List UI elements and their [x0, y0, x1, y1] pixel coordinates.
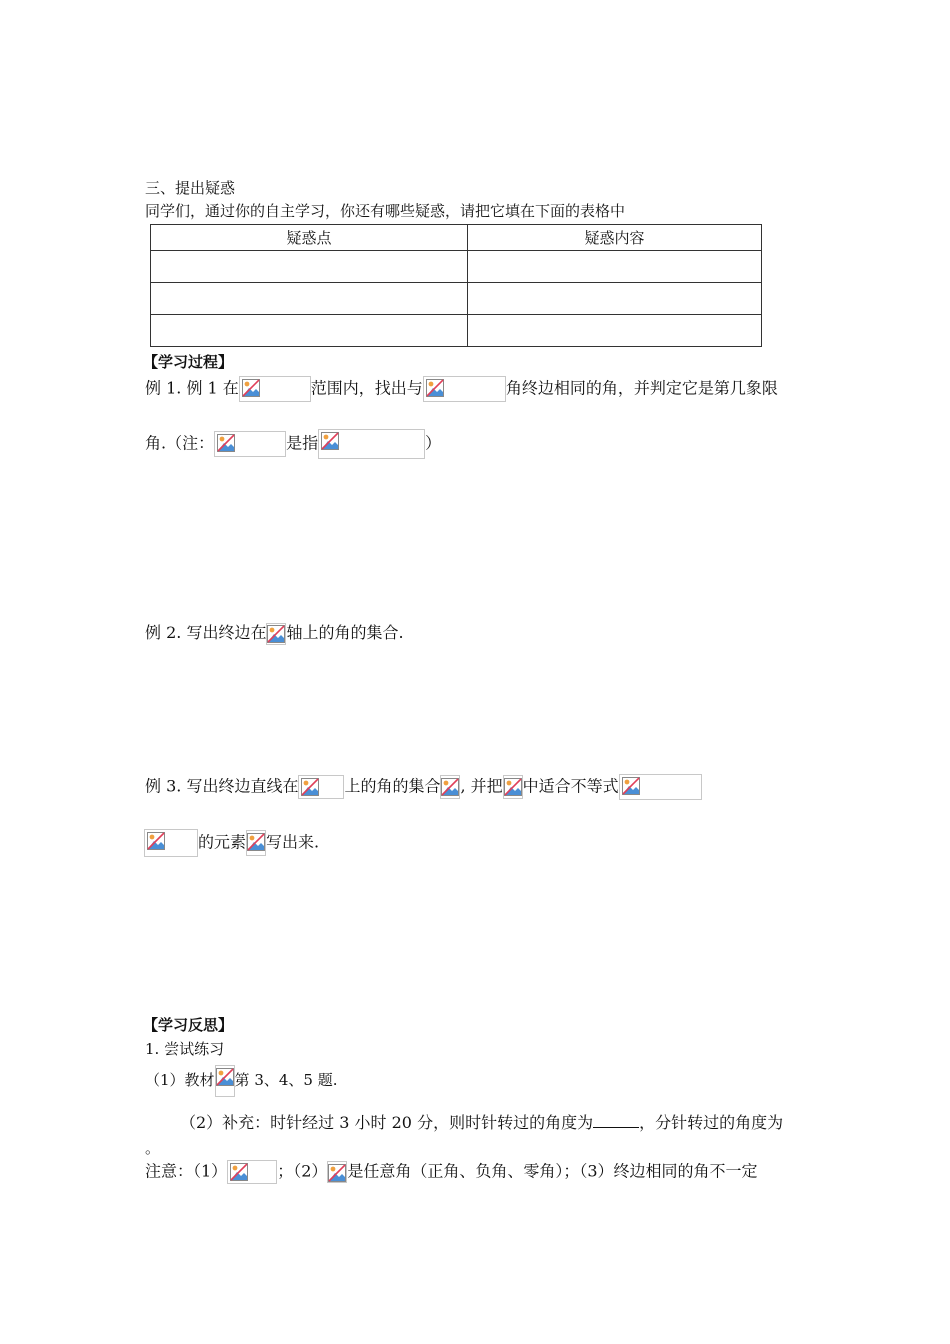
reflection-text: （1）教材: [145, 1071, 215, 1089]
formula-image: [266, 623, 286, 645]
broken-image-icon: [321, 432, 339, 450]
example-1-text: 是指: [286, 433, 319, 453]
formula-image: [423, 376, 506, 402]
formula-image: [619, 774, 702, 800]
formula-image: [144, 829, 198, 857]
example-1-line-1: [145, 376, 778, 402]
table-row: [151, 283, 762, 315]
column-header: 疑惑点: [151, 225, 468, 251]
table-cell[interactable]: [468, 315, 762, 347]
example-1-text: ）: [425, 433, 442, 453]
example-1-text: 角.（注：: [145, 433, 215, 453]
example-1-line-2: [145, 429, 441, 459]
formula-image: [215, 1065, 235, 1097]
example-3-text: 中适合不等式: [522, 776, 619, 796]
doubt-table: [150, 224, 762, 347]
broken-image-icon: [328, 1164, 346, 1182]
example-3-text: 写出来.: [266, 832, 320, 852]
reflection-sub-1: [145, 1065, 337, 1097]
formula-image: [327, 1161, 347, 1183]
example-1-text: 角终边相同的角，并判定它是第几象限: [505, 378, 778, 398]
section-intro: 同学们，通过你的自主学习，你还有哪些疑惑，请把它填在下面的表格中: [145, 202, 626, 220]
reflection-text: （2）补充：时针经过 3 小时 20 分，则时针转过的角度为: [180, 1113, 594, 1132]
reflection-text: ，分针转过的角度为: [639, 1113, 784, 1132]
table-cell[interactable]: [151, 283, 468, 315]
example-3-line-1: [145, 774, 702, 800]
formula-image: [298, 775, 344, 799]
formula-image: [246, 830, 266, 856]
table-cell[interactable]: [468, 251, 762, 283]
example-2: [145, 622, 404, 645]
table-cell[interactable]: [468, 283, 762, 315]
reflection-item-1: 1. 尝试练习: [145, 1040, 225, 1058]
section-title: 三、提出疑惑: [145, 179, 236, 197]
example-1-text: 例 1. 例 1 在: [145, 378, 239, 398]
reflection-text: 第 3、4、5 题.: [234, 1071, 338, 1089]
note-text: 是任意角（正角、负角、零角）；（3）终边相同的角不一定: [347, 1161, 758, 1181]
example-3-text: 的元素: [198, 832, 247, 852]
broken-image-icon: [217, 434, 235, 452]
example-3-text: , 并把: [460, 776, 503, 796]
broken-image-icon: [426, 379, 444, 397]
broken-image-icon: [301, 778, 319, 796]
broken-image-icon: [230, 1163, 248, 1181]
reflection-sub-2-end: 。: [145, 1139, 161, 1157]
broken-image-icon: [441, 778, 459, 796]
table-row: [151, 315, 762, 347]
example-1-text: 范围内，找出与: [310, 378, 423, 398]
formula-image: [503, 775, 523, 799]
example-2-text: 例 2. 写出终边在: [145, 623, 267, 642]
broken-image-icon: [504, 778, 522, 796]
process-heading: 【学习过程】: [143, 353, 234, 371]
note-text: ；（2）: [277, 1161, 328, 1181]
formula-image: [318, 429, 425, 459]
broken-image-icon: [267, 625, 285, 643]
table-cell[interactable]: [151, 315, 468, 347]
formula-image: [440, 775, 460, 799]
reflection-heading: 【学习反思】: [143, 1016, 234, 1034]
broken-image-icon: [147, 832, 165, 850]
table-row: [151, 251, 762, 283]
broken-image-icon: [216, 1068, 234, 1086]
column-header: 疑惑内容: [468, 225, 762, 251]
broken-image-icon: [242, 379, 260, 397]
example-3-text: 上的角的集合: [344, 776, 441, 796]
note-text: 注意：（1）: [145, 1161, 228, 1181]
example-3-text: 例 3. 写出终边直线在: [145, 776, 299, 796]
table-header-row: [151, 225, 762, 251]
formula-image: [214, 431, 286, 457]
reflection-sub-2: [180, 1112, 783, 1134]
example-3-line-2: [144, 829, 319, 857]
answer-blank[interactable]: [593, 1113, 639, 1128]
formula-image: [227, 1160, 277, 1184]
example-2-text: 轴上的角的集合.: [286, 623, 404, 642]
formula-image: [239, 376, 311, 402]
broken-image-icon: [622, 777, 640, 795]
broken-image-icon: [247, 833, 265, 851]
table-cell[interactable]: [151, 251, 468, 283]
note-line: [145, 1160, 758, 1184]
